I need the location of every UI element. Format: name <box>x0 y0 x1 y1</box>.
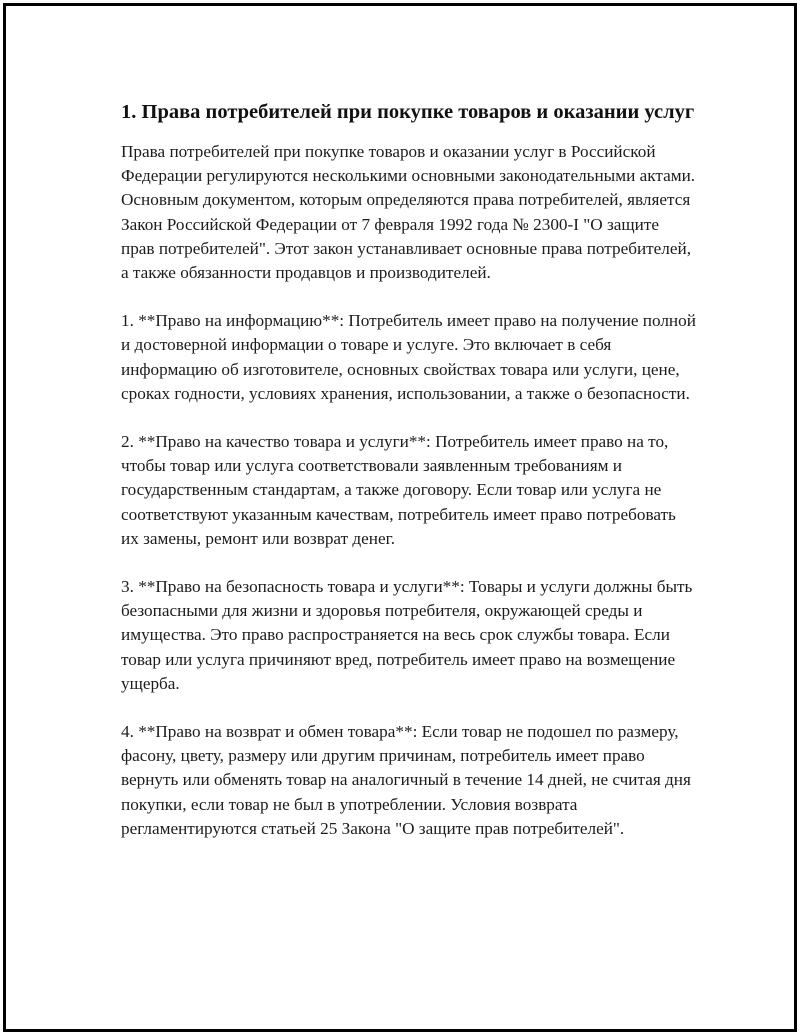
right-to-information-paragraph: 1. **Право на информацию**: Потребитель имеет право на получение полной и достоверной информации о товаре и услуге. Это включает в себя информацию об изготовителе, основных свойствах товара или услуги, цене, сроках годности, условиях хранения, использовании, а также о безопасности. <box>121 311 696 403</box>
intro-paragraph: Права потребителей при покупке товаров и оказании услуг в Российской Федерации регулируются несколькими основными законодательными актами. Основным документом, которым определяются права потребителей, является Закон Российской Федерации от 7 февраля 1992 года № 2300-I "О защите прав потребителей". Этот закон устанавливает основные права потребителей, а также обязанности продавцов и производителей. <box>121 142 696 283</box>
right-to-return-paragraph: 4. **Право на возврат и обмен товара**: Если товар не подошел по размеру, фасону, цвету, размеру или другим причинам, потребитель имеет право вернуть или обменять товар на аналогичный в течение 14 дней, не считая дня покупки, если товар не был в употреблении. Условия возврата регламентируются статьей 25 Закона "О защите прав потребителей". <box>121 722 691 838</box>
right-to-quality-paragraph: 2. **Право на качество товара и услуги**: Потребитель имеет право на то, чтобы товар или услуга соответствовали заявленным требованиям и государственным стандартам, а также договору. Если товар или услуга не соответствуют указанным качествам, потребитель имеет право потребовать их замены, ремонт или возврат денег. <box>121 432 676 548</box>
document-body <box>121 98 696 865</box>
page-frame <box>3 3 797 1032</box>
right-to-safety-paragraph: 3. **Право на безопасность товара и услуги**: Товары и услуги должны быть безопасными для жизни и здоровья потребителя, окружающей среды и имущества. Это право распространяется на весь срок службы товара. Если товар или услуга причиняют вред, потребитель имеет право на возмещение ущерба. <box>121 577 693 693</box>
section-heading: 1. Права потребителей при покупке товаров и оказании услуг <box>121 101 695 123</box>
